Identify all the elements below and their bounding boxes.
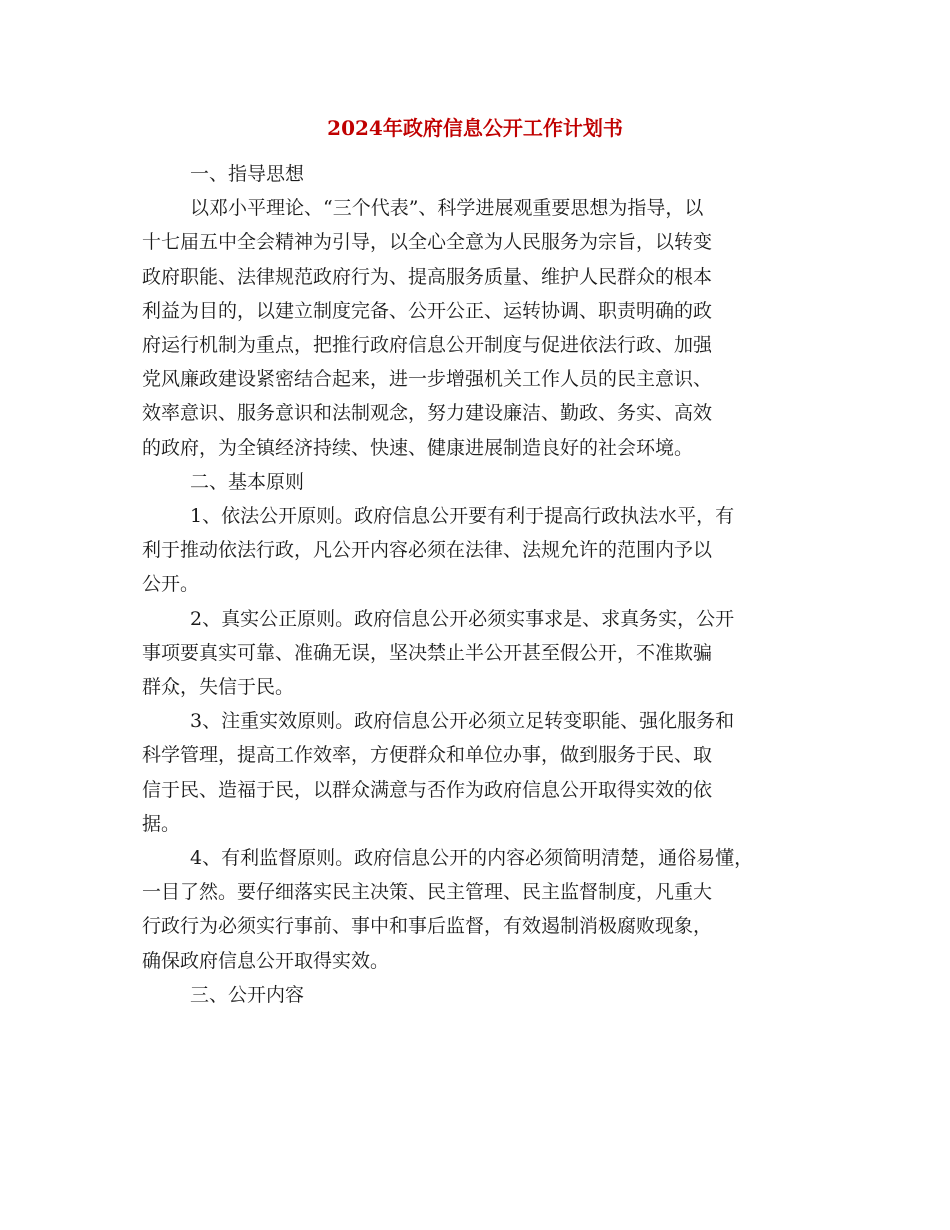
text-line: 二、基本原则 — [190, 470, 305, 493]
text-line: 据。 — [142, 812, 181, 835]
section-heading — [142, 465, 810, 499]
text-line: 三、公开内容 — [190, 983, 305, 1006]
text-line: 1、依法公开原则。政府信息公开要有利于提高行政执法水平，有 — [190, 505, 735, 528]
section-heading — [142, 157, 810, 191]
paragraph — [142, 704, 810, 841]
text-line: 一目了然。要仔细落实民主决策、民主管理、民主监督制度，凡重大 — [142, 881, 713, 904]
text-line: 科学管理，提高工作效率，方便群众和单位办事，做到服务于民、取 — [142, 744, 713, 767]
text-line: 十七届五中全会精神为引导，以全心全意为人民服务为宗旨，以转变 — [142, 231, 713, 254]
text-line: 效率意识、服务意识和法制观念，努力建设廉洁、勤政、务实、高效 — [142, 402, 713, 425]
section-heading — [142, 978, 810, 1012]
paragraph — [142, 841, 810, 978]
paragraph — [142, 191, 810, 465]
paragraph — [142, 602, 810, 705]
text-line: 利益为目的，以建立制度完备、公开公正、运转协调、职责明确的政 — [142, 299, 713, 322]
text-line: 群众，失信于民。 — [142, 676, 295, 699]
text-line: 3、注重实效原则。政府信息公开必须立足转变职能、强化服务和 — [190, 710, 735, 733]
text-line: 4、有利监督原则。政府信息公开的内容必须简明清楚，通俗易懂， — [190, 847, 754, 870]
paragraph — [142, 499, 810, 602]
text-line: 一、指导思想 — [190, 163, 305, 185]
text-line: 政府职能、法律规范政府行为、提高服务质量、维护人民群众的根本 — [142, 265, 713, 288]
text-line: 利于推动依法行政，凡公开内容必须在法律、法规允许的范围内予以 — [142, 539, 713, 562]
text-line: 公开。 — [142, 573, 200, 596]
text-line: 府运行机制为重点，把推行政府信息公开制度与促进依法行政、加强 — [142, 334, 713, 357]
text-line: 信于民、造福于民，以群众满意与否作为政府信息公开取得实效的依 — [142, 778, 713, 801]
text-line: 的政府，为全镇经济持续、快速、健康进展制造良好的社会环境。 — [142, 436, 694, 459]
text-line: 2、真实公正原则。政府信息公开必须实事求是、求真务实，公开 — [190, 607, 735, 630]
text-line: 以邓小平理论、“三个代表”、科学进展观重要思想为指导，以 — [190, 197, 704, 220]
document-title: 2024年政府信息公开工作计划书 — [327, 116, 623, 140]
text-line: 行政行为必须实行事前、事中和事后监督，有效遏制消极腐败现象， — [142, 915, 713, 938]
text-line: 党风廉政建设紧密结合起来，进一步增强机关工作人员的民主意识、 — [142, 368, 713, 391]
text-line: 事项要真实可靠、准确无误，坚决禁止半公开甚至假公开，不准欺骗 — [142, 641, 713, 664]
document-body — [142, 157, 810, 1012]
text-line: 确保政府信息公开取得实效。 — [142, 949, 390, 972]
